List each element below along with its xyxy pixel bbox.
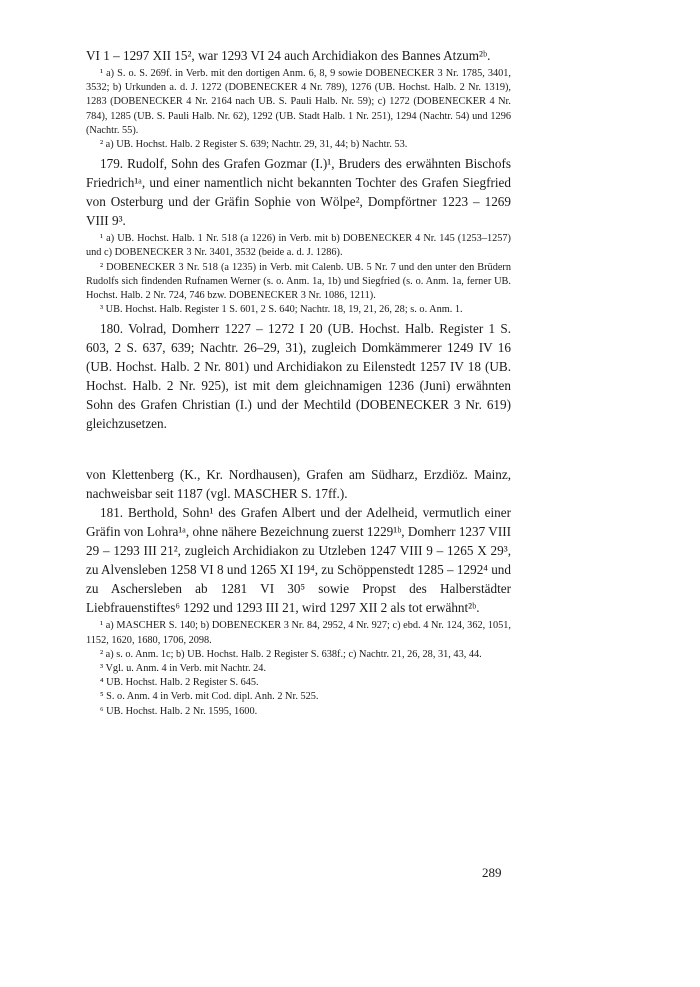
footnote-179-1: ¹ a) UB. Hochst. Halb. 1 Nr. 518 (a 1226) in Verb. mit b) DOBENECKER 4 Nr. 145 (1253–1257) und c) DOBENECKER 3 Nr. 3401, 3532 (beide a. d. J. 1286). — [86, 233, 511, 259]
section-gap — [86, 433, 511, 465]
footnote-181-5: ⁵ S. o. Anm. 4 in Verb. mit Cod. dipl. Anh. 2 Nr. 525. — [100, 691, 319, 703]
footnote-1: ¹ a) S. o. S. 269f. in Verb. mit den dortigen Anm. 6, 8, 9 sowie DOBENECKER 3 Nr. 1785, 3401, 3532; b) Urkunden a. d. J. 1272 (DOBENECKER 4 Nr. 789), 1276 (UB. Hochst. Halb. 2 Nr. 1319), 1283 (DOBENECKER 4 Nr. 2164 nach UB. S. Pauli Halb. Nr. 59); c) 1272 (DOBENECKER 4 Nr. 784), 1285 (UB. S. Pauli Halb. Nr. 62), 1292 (UB. Stadt Halb. 1 Nr. 251), 1294 (Nachtr. 54) und 1296 (Nachtr. 55). — [86, 68, 511, 136]
footnote-181-4: ⁴ UB. Hochst. Halb. 2 Register S. 645. — [100, 677, 259, 689]
page-body — [86, 46, 511, 719]
footnote-181-2: ² a) s. o. Anm. 1c; b) UB. Hochst. Halb. 2 Register S. 638f.; c) Nachtr. 21, 26, 28, 31, 43, 44. — [100, 648, 482, 660]
entry-181: 181. Berthold, Sohn¹ des Grafen Albert und der Adelheid, vermutlich einer Gräfin von Lohra¹ᵃ, ohne nähere Bezeichnung zuerst 1229¹ᵇ, Domherr 1237 VIII 29 – 1293 III 21², zugleich Archidiakon zu Utzleben 1247 VIII 9 – 1265 X 29³, zu Alvensleben 1258 VI 8 und 1265 XI 19⁴, zu Schöppenstedt 1285 – 1292⁴ und zu Aschersleben ab 1281 VI 30⁵ sowie Propst des Halberstädter Liebfrauenstiftes⁶ 1292 und 1293 III 21, wird 1297 XII 2 als tot erwähnt²ᵇ. — [86, 505, 511, 616]
entry-179: 179. Rudolf, Sohn des Grafen Gozmar (I.)¹, Bruders des erwähnten Bischofs Friedrich¹ᵃ, und einer namentlich nicht bekannten Tochter des Grafen Siegfried von Osterburg und der Gräfin Sophie von Wölpe², Dompförtner 1223 – 1269 VIII 9³. — [86, 156, 511, 229]
entry-180: 180. Volrad, Domherr 1227 – 1272 I 20 (UB. Hochst. Halb. Register 1 S. 603, 2 S. 637, 639; Nachtr. 26–29, 31), zugleich Domkämmerer 1249 IV 16 (UB. Hochst. Halb. 2 Nr. 801) und Archidiakon zu Eilenstedt 1257 IV 18 (UB. Hochst. Halb. 2 Nr. 925), ist mit dem gleichnamigen 1236 (Juni) erwähnten Sohn des Grafen Christian (I.) und der Mechtild (DOBENECKER 3 Nr. 619) gleichzusetzen. — [86, 321, 511, 432]
footnote-179-2: ² DOBENECKER 3 Nr. 518 (a 1235) in Verb. mit Calenb. UB. 5 Nr. 7 und den unter den Brüdern Rudolfs sich findenden Rufnamen Werner (s. o. Anm. 1a, 1b) und Siegfried (s. o. Anm. 1a, ferner UB. Hochst. Halb. 2 Nr. 724, 746 bzw. DOBENECKER 3 Nr. 1086, 1211). — [86, 261, 511, 302]
text-line-1: VI 1 – 1297 XII 15², war 1293 VI 24 auch Archidiakon des Bannes Atzum²ᵇ. — [86, 48, 491, 63]
section-heading-klettenberg: von Klettenberg (K., Kr. Nordhausen), Grafen am Südharz, Erzdiöz. Mainz, nachweisbar seit 1187 (vgl. MASCHER S. 17ff.). — [86, 467, 511, 502]
footnote-2: ² a) UB. Hochst. Halb. 2 Register S. 639; Nachtr. 29, 31, 44; b) Nachtr. 53. — [100, 139, 408, 151]
footnote-181-6: ⁶ UB. Hochst. Halb. 2 Nr. 1595, 1600. — [100, 705, 258, 717]
footnote-179-3: ³ UB. Hochst. Halb. Register 1 S. 601, 2 S. 640; Nachtr. 18, 19, 21, 26, 28; s. o. Anm. 1. — [100, 304, 463, 316]
footnote-181-3: ³ Vgl. u. Anm. 4 in Verb. mit Nachtr. 24. — [100, 663, 267, 675]
page-number: 289 — [482, 865, 502, 880]
footnote-181-1: ¹ a) MASCHER S. 140; b) DOBENECKER 3 Nr. 84, 2952, 4 Nr. 927; c) ebd. 4 Nr. 124, 362, 1051, 1152, 1620, 1680, 1706, 2098. — [86, 620, 511, 646]
